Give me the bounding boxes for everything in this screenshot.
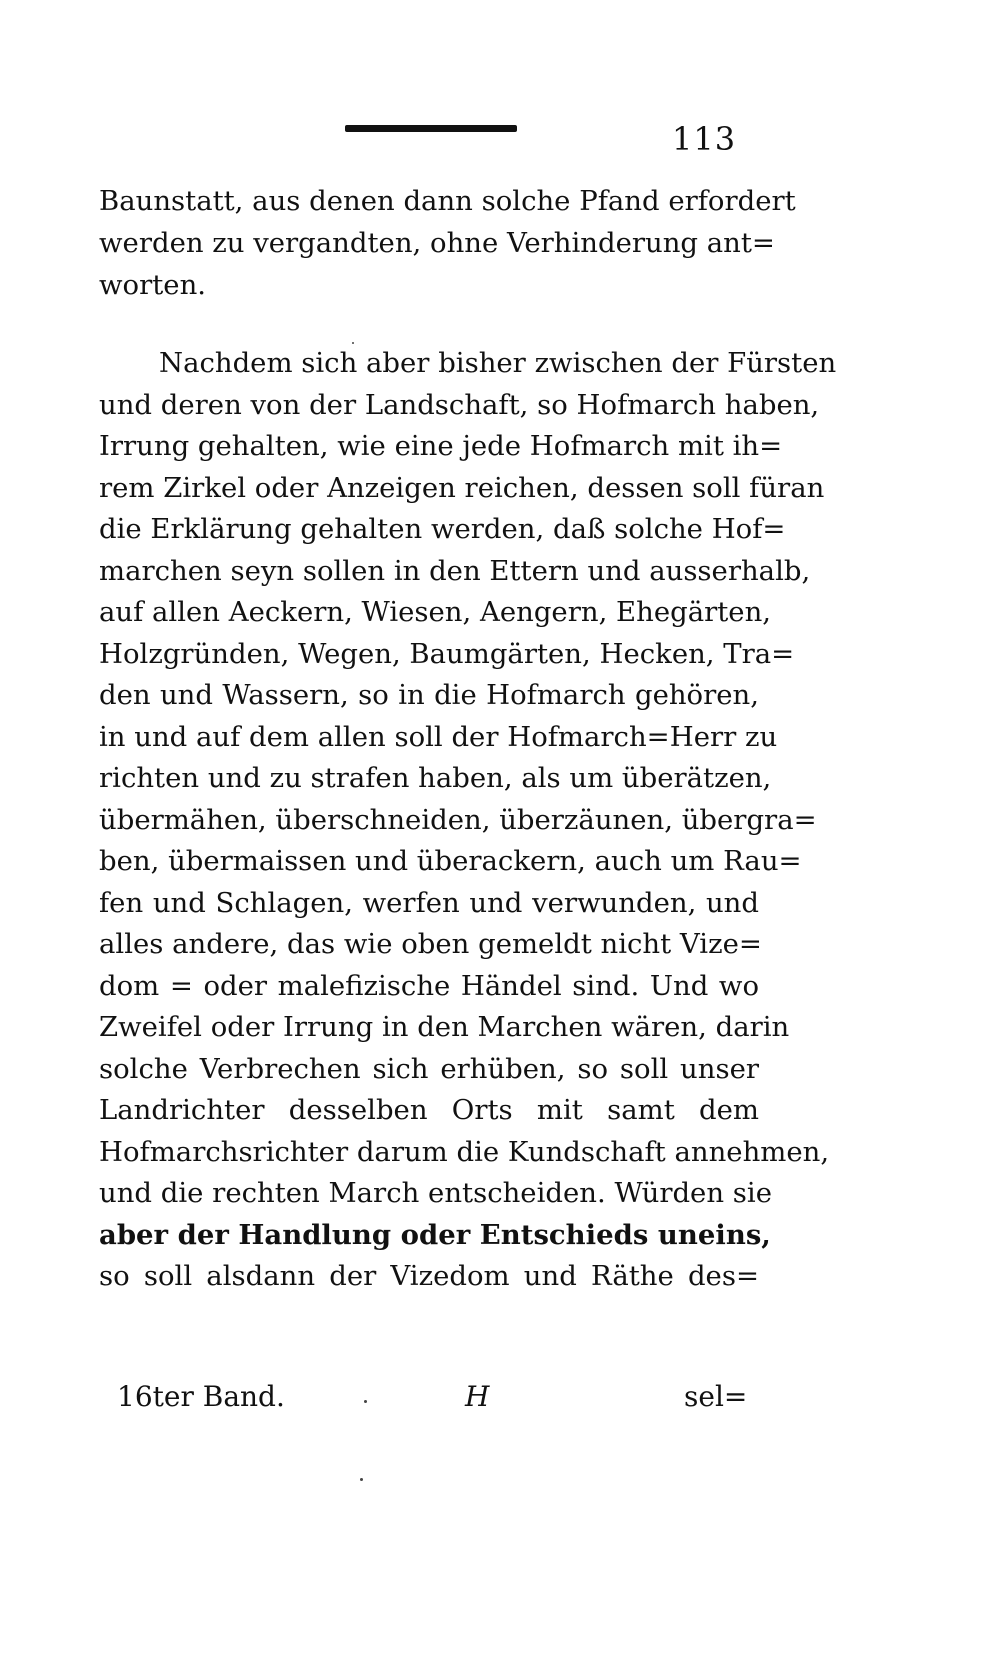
text-line: solche Verbrechen sich erhüben, so soll unser bbox=[99, 1053, 759, 1085]
text-line: die Erklärung gehalten werden, daß solche Hof= bbox=[99, 513, 786, 545]
catchword: sel= bbox=[684, 1380, 748, 1413]
text-line: marchen seyn sollen in den Ettern und ausserhalb, bbox=[99, 555, 811, 587]
signature-text: 16ter Band. bbox=[117, 1380, 285, 1413]
text-line: Irrung gehalten, wie eine jede Hofmarch mit ih= bbox=[99, 430, 783, 462]
text-line: aber der Handlung oder Entschieds uneins, bbox=[99, 1219, 771, 1251]
paragraph-first-line: Nachdem sich aber bisher zwischen der Fürsten bbox=[159, 347, 837, 379]
text-line: den und Wassern, so in die Hofmarch gehören, bbox=[99, 679, 759, 711]
text-line: Hofmarchsrichter darum die Kundschaft annehmen, bbox=[99, 1136, 830, 1168]
page-number: 113 bbox=[672, 120, 737, 158]
text-line: und die rechten March entscheiden. Würden sie bbox=[99, 1177, 772, 1209]
text-line: Baunstatt, aus denen dann solche Pfand erfordert bbox=[99, 185, 796, 217]
text-line: und deren von der Landschaft, so Hofmarch haben, bbox=[99, 389, 820, 421]
text-line: so soll alsdann der Vizedom und Räthe des= bbox=[99, 1260, 759, 1292]
text-line: Holzgründen, Wegen, Baumgärten, Hecken, Tra= bbox=[99, 638, 795, 670]
signature-mark: H bbox=[465, 1380, 490, 1413]
print-speck bbox=[352, 342, 354, 344]
text-line: rem Zirkel oder Anzeigen reichen, dessen soll füran bbox=[99, 472, 825, 504]
text-line: übermähen, überschneiden, überzäunen, übergra= bbox=[99, 804, 817, 836]
text-line: ben, übermaissen und überackern, auch um Rau= bbox=[99, 845, 802, 877]
text-line: alles andere, das wie oben gemeldt nicht Vize= bbox=[99, 928, 762, 960]
text-line: richten und zu strafen haben, als um überätzen, bbox=[99, 762, 772, 794]
print-speck bbox=[360, 1478, 363, 1481]
text-line: dom = oder malefizische Händel sind. Und wo bbox=[99, 970, 759, 1002]
text-line: Zweifel oder Irrung in den Marchen wären, darin bbox=[99, 1011, 790, 1043]
text-line: Landrichter desselben Orts mit samt dem bbox=[99, 1094, 759, 1126]
text-line: worten. bbox=[99, 269, 207, 301]
text-line: in und auf dem allen soll der Hofmarch=Herr zu bbox=[99, 721, 778, 753]
text-line: auf allen Aeckern, Wiesen, Aengern, Ehegärten, bbox=[99, 596, 772, 628]
text-line: fen und Schlagen, werfen und verwunden, und bbox=[99, 887, 759, 919]
page-footer bbox=[0, 1375, 1000, 1419]
text-line: werden zu vergandten, ohne Verhinderung ant= bbox=[99, 227, 775, 259]
header-rule bbox=[345, 125, 517, 132]
print-speck bbox=[364, 1400, 367, 1403]
